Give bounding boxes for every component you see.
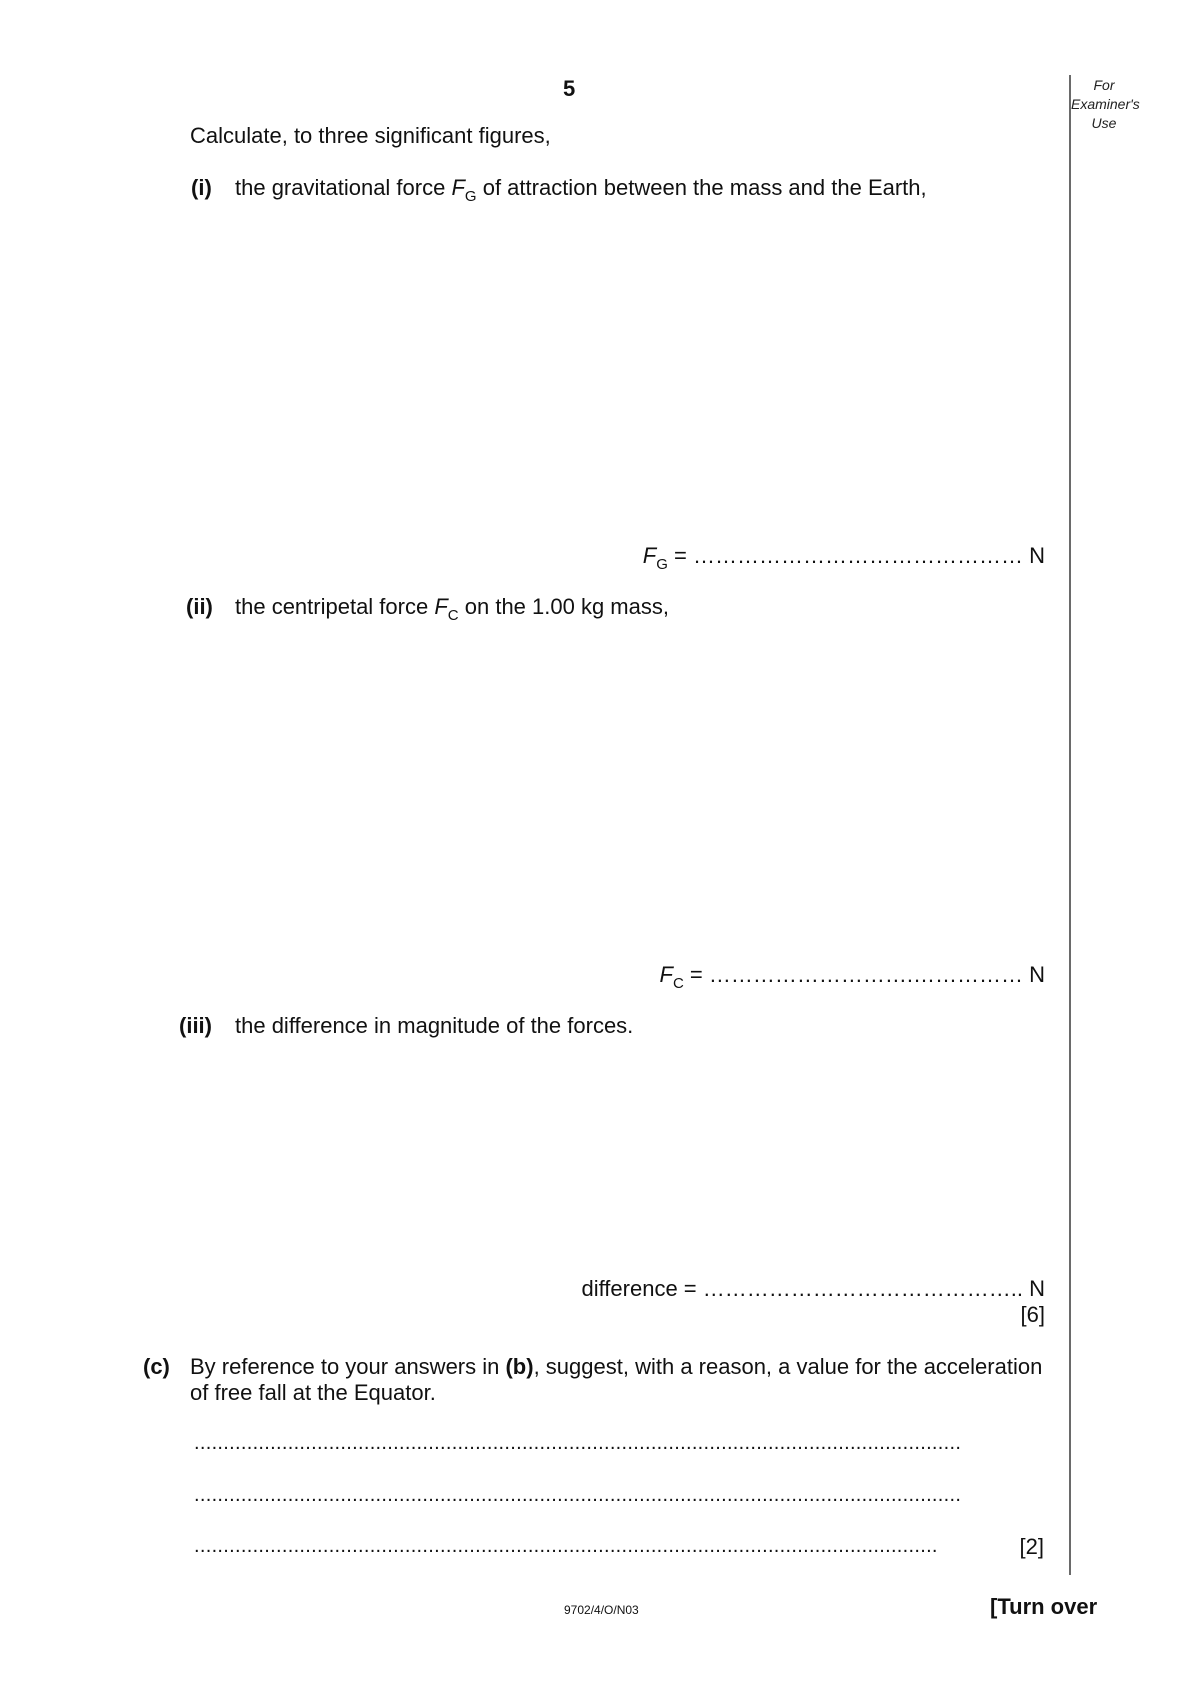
examiner-label-line-3: Use — [1091, 115, 1117, 131]
part-ii-answer-dots[interactable]: ……………………….…………… — [708, 962, 1023, 987]
part-c-label: (c) — [143, 1354, 170, 1379]
examiner-margin-rule — [1069, 75, 1071, 1575]
part-i-text — [235, 175, 927, 205]
turn-over-label: [Turn over — [990, 1594, 1098, 1619]
part-b-marks: [6] — [1020, 1302, 1045, 1327]
part-i-label: (i) — [191, 175, 212, 200]
part-iii-answer-dots[interactable]: …………………………………….. — [702, 1276, 1023, 1301]
part-i-answer-dots[interactable]: ……………………………………… — [693, 543, 1023, 568]
part-ii-text-before: the centripetal force — [235, 594, 435, 619]
part-i-symbol: F — [451, 175, 465, 200]
part-c-text-1: By reference to your answers in — [190, 1354, 506, 1379]
part-ii-answer-line[interactable] — [659, 962, 1046, 992]
part-i-answer-symbol: F — [642, 543, 657, 568]
part-ii-answer-eq: = — [683, 962, 709, 987]
part-i-text-after: of attraction between the mass and the Earth, — [476, 175, 927, 200]
part-iii-text: the difference in magnitude of the forces. — [235, 1013, 634, 1038]
part-c-answer-dots-3[interactable]: ............................................................................................................................... — [194, 1535, 938, 1557]
part-c-text-ref: (b) — [505, 1354, 534, 1379]
part-c-text-line-1 — [190, 1354, 1042, 1380]
part-iii-answer-unit: N — [1023, 1276, 1045, 1301]
part-ii-symbol: F — [434, 594, 448, 619]
part-ii-answer-unit: N — [1023, 962, 1045, 987]
examiner-use-label — [1071, 76, 1140, 133]
examiner-label-line-1: For — [1093, 77, 1115, 93]
part-c-marks: [2] — [1019, 1534, 1044, 1559]
part-i-subscript: G — [464, 188, 477, 205]
page-number: 5 — [563, 76, 576, 101]
part-ii-text — [235, 594, 669, 624]
part-ii-subscript: C — [447, 607, 459, 624]
part-c-answer-line-1[interactable]: ................................................................................................................................... — [194, 1432, 962, 1454]
part-c-text-2: , suggest, with a reason, a value for the acceleration — [533, 1354, 1043, 1379]
part-iii-answer-label: difference = — [581, 1276, 703, 1301]
part-ii-text-after: on the 1.00 kg mass, — [458, 594, 669, 619]
part-i-answer-eq: = — [667, 543, 693, 568]
part-ii-answer-subscript: C — [672, 975, 684, 992]
part-i-answer-line[interactable] — [642, 543, 1045, 573]
part-c-answer-line-2[interactable]: ................................................................................................................................... — [194, 1484, 962, 1506]
part-iii-label: (iii) — [179, 1013, 212, 1038]
examiner-label-line-2: Examiner's — [1071, 96, 1140, 112]
footer-code: 9702/4/O/N03 — [564, 1603, 639, 1617]
part-i-text-before: the gravitational force — [235, 175, 452, 200]
part-i-answer-subscript: G — [656, 556, 668, 573]
part-iii-answer-line[interactable] — [581, 1276, 1045, 1302]
part-ii-label: (ii) — [186, 594, 213, 619]
question-intro: Calculate, to three significant figures, — [190, 123, 551, 148]
part-i-answer-unit: N — [1023, 543, 1045, 568]
part-c-text-line-2: of free fall at the Equator. — [190, 1380, 436, 1405]
part-ii-answer-symbol: F — [659, 962, 673, 987]
